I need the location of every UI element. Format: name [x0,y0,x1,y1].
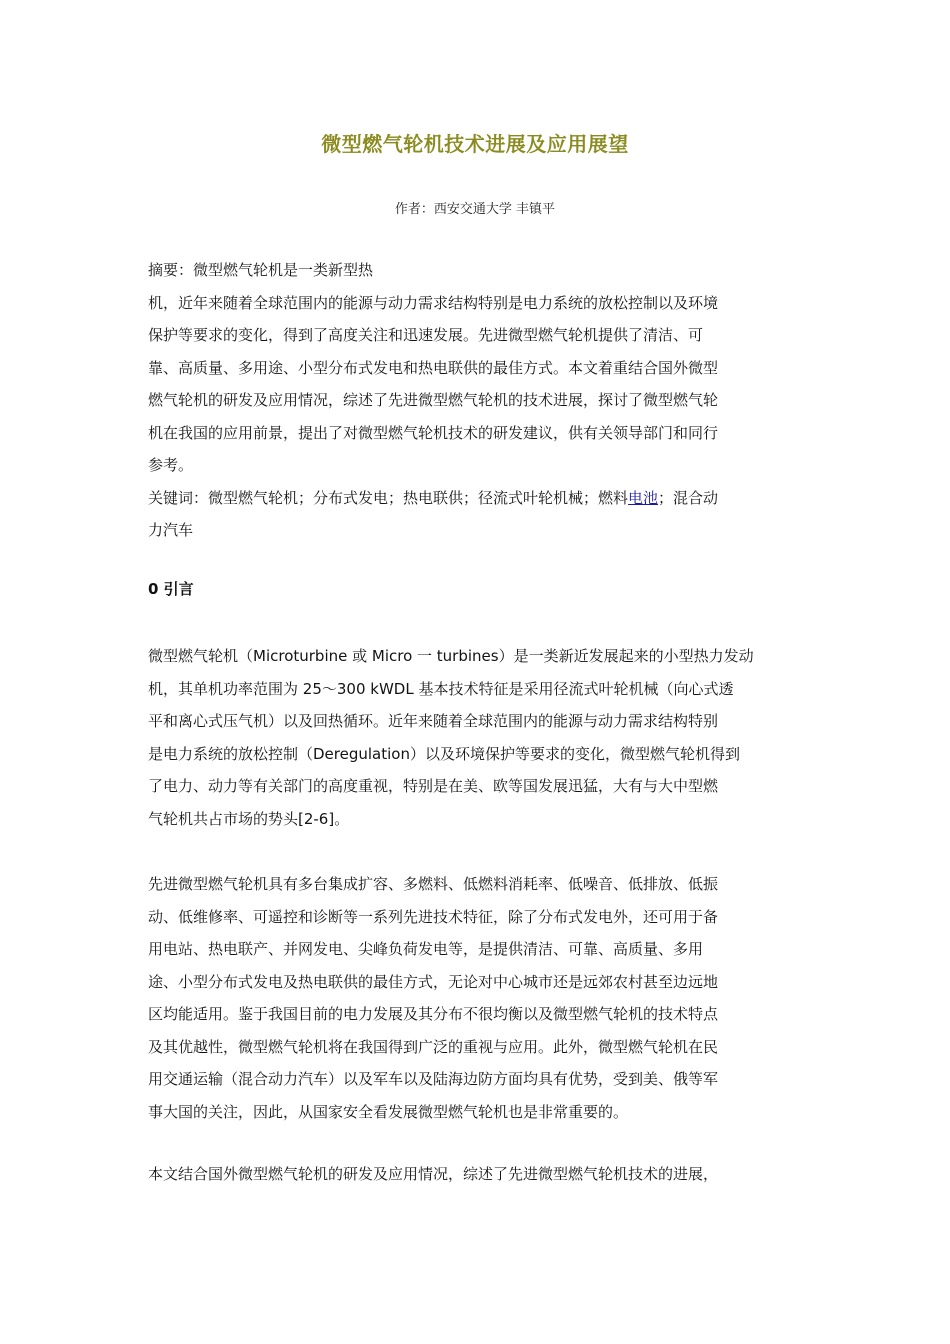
abstract-line: 机在我国的应用前景，提出了对微型燃气轮机技术的研发建议，供有关领导部门和同行 [148,423,719,442]
paragraph-line: 用交通运输（混合动力汽车）以及军车以及陆海边防方面均具有优势，受到美、俄等军 [148,1070,719,1088]
abstract-line: 保护等要求的变化，得到了高度关注和迅速发展。先进微型燃气轮机提供了清洁、可 [148,326,704,344]
paragraph-line: 了电力、动力等有关部门的高度重视，特别是在美、欧等国发展迅猛，大有与大中型燃 [148,777,719,795]
paragraph-line: 先进微型燃气轮机具有多台集成扩容、多燃料、低燃料消耗率、低噪音、低排放、低振 [148,875,719,893]
paragraph-line: 用电站、热电联产、并网发电、尖峰负荷发电等，是提供清洁、可靠、高质量、多用 [148,940,704,958]
abstract-line: 参考。 [148,456,194,474]
paragraph-line: 事大国的关注，因此，从国家安全看发展微型燃气轮机也是非常重要的。 [148,1102,629,1121]
section-heading-introduction: 0 引言 [148,580,194,598]
paragraph-line: 机，其单机功率范围为 25～300 kWDL 基本技术特征是采用径流式叶轮机械（向心式透 [148,679,734,698]
paragraph-line: 及其优越性，微型燃气轮机将在我国得到广泛的重视与应用。此外，微型燃气轮机在民 [148,1037,719,1056]
abstract-line: 靠、高质量、多用途、小型分布式发电和热电联供的最佳方式。本文着重结合国外微型 [148,358,719,377]
paragraph-1 [148,640,798,835]
paragraph-line: 是电力系统的放松控制（Deregulation）以及环境保护等要求的变化，微型燃气轮机得到 [148,744,740,763]
abstract-line: 摘要：微型燃气轮机是一类新型热 [148,261,374,279]
keywords-line-continued: 力汽车 [148,521,194,539]
document-title: 微型燃气轮机技术进展及应用展望 [321,132,629,156]
author-line: 作者：西安交通大学 丰镇平 [394,202,556,217]
keywords-prefix: 关键词：微型燃气轮机；分布式发电；热电联供；径流式叶轮机械；燃料 [148,488,629,507]
keyword-battery-link[interactable]: 电池 [628,488,659,507]
keywords-line [148,482,798,515]
paragraph-line: 微型燃气轮机（Microturbine 或 Micro 一 turbines）是一类新近发展起来的小型热力发动 [148,647,754,665]
paragraph-line: 动、低维修率、可遥控和诊断等一系列先进技术特征，除了分布式发电外，还可用于备 [148,907,719,926]
abstract-line: 燃气轮机的研发及应用情况，综述了先进微型燃气轮机的技术进展，探讨了微型燃气轮 [148,391,719,409]
paragraph-line: 气轮机共占市场的势头[2-6]。 [148,809,350,828]
paragraph-line: 途、小型分布式发电及热电联供的最佳方式，无论对中心城市还是远郊农村甚至边远地 [148,972,719,991]
abstract-line: 机，近年来随着全球范围内的能源与动力需求结构特别是电力系统的放松控制以及环境 [148,293,719,312]
paragraph-2 [148,868,798,1128]
keywords-suffix: ；混合动 [658,488,719,507]
abstract-block [148,254,798,547]
paragraph-line: 平和离心式压气机）以及回热循环。近年来随着全球范围内的能源与动力需求结构特别 [148,712,719,730]
paragraph-line: 区均能适用。鉴于我国目前的电力发展及其分布不很均衡以及微型燃气轮机的技术特点 [148,1005,719,1023]
paragraph-3 [148,1158,798,1191]
paragraph-line: 本文结合国外微型燃气轮机的研发及应用情况，综述了先进微型燃气轮机技术的进展， [148,1165,719,1183]
